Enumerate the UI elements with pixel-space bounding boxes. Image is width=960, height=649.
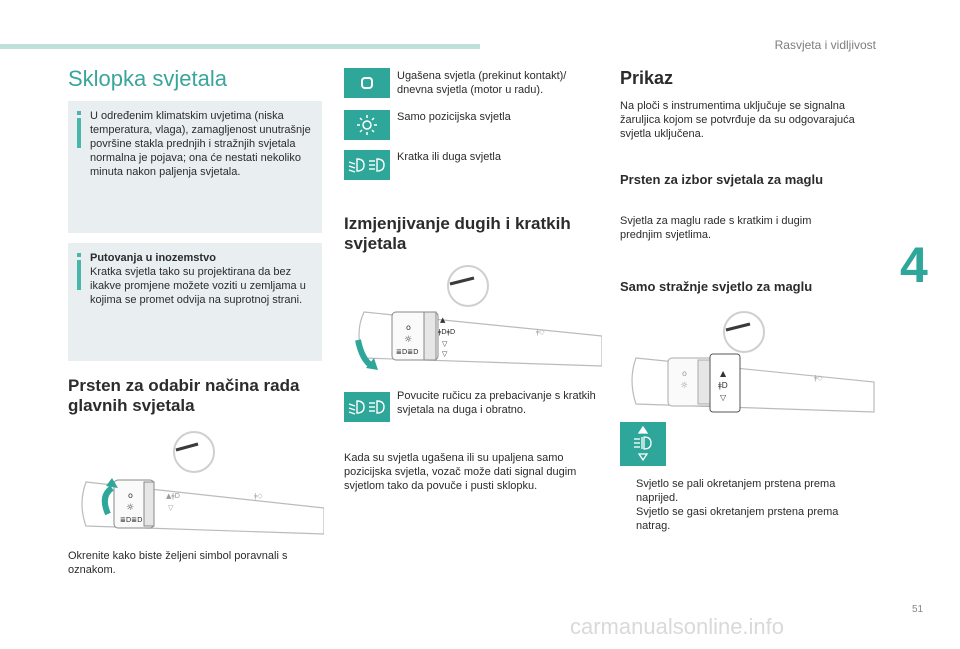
svg-text:☼: ☼ [126,503,135,513]
rear-fog-icon [620,422,666,466]
svg-text:☼: ☼ [680,381,689,391]
svg-text:▲: ▲ [440,316,446,324]
svg-text:ǂD: ǂD [718,381,728,390]
beam-switch-text: Povucite ručicu za prebacivanje s kratkih svjetala na duga i obratno. [397,390,596,416]
info-box-condensation [68,101,322,233]
rear-fog-bullets [620,477,860,533]
section-title: Sklopka svjetala [68,66,227,91]
caption-mode-ring: Okrenite kako biste željeni simbol poravnali s oznakom. [68,550,288,576]
svg-text:o: o [128,491,133,500]
svg-text:ǂ◇: ǂ◇ [536,328,545,336]
lights-off-icon [344,68,390,98]
svg-text:▲: ▲ [720,369,727,378]
list-item [620,505,860,533]
position-light-text: Samo pozicijska svjetla [397,111,511,123]
info-icon [76,111,82,149]
heading-mode-ring: Prsten za odabir načina rada glavnih svjetala [68,376,300,415]
svg-text:▲ǂD: ▲ǂD [166,492,180,500]
low-high-beam-icon [344,392,390,422]
svg-text:o: o [406,323,411,332]
info-text: Kratka svjetla tako su projektirana da bez ikakve promjene možete voziti u zemljama u kojima se promet odvija na suprotnoj strani. [90,266,306,306]
top-accent-bar [0,44,480,49]
lights-off-text: Ugašena svjetla (prekinut kontakt)/ dnevna svjetla (motor u radu). [397,70,567,96]
svg-text:o: o [682,369,687,378]
watermark: carmanualsonline.info [570,614,785,639]
position-light-icon [344,110,390,140]
svg-text:≣D≣D: ≣D≣D [396,348,419,356]
low-high-beam-icon [344,150,390,180]
info-icon [76,253,82,291]
beam-stalk-diagram [340,262,602,374]
list-item-text: Svjetlo se gasi okretanjem prstena prema natrag. [636,506,839,532]
list-item [620,477,860,505]
info-title: Putovanja u inozemstvo [90,252,216,264]
list-item-text: Svjetlo se pali okretanjem prstena prema naprijed. [636,478,836,504]
info-box-travel [68,243,322,361]
display-text: Na ploči s instrumentima uključuje se signalna žaruljica kojom se potvrđuje da su odgovarajuća svjetla uključena. [620,100,855,140]
svg-text:▽: ▽ [168,504,174,512]
heading-rear-fog: Samo stražnje svjetlo za maglu [620,279,813,294]
chapter-number: 4 [900,237,928,293]
page-number: 51 [912,604,924,615]
svg-text:▽: ▽ [442,350,448,358]
svg-text:▽: ▽ [442,340,448,348]
chapter-title: Rasvjeta i vidljivost [774,38,876,52]
fog-ring-text: Svjetla za maglu rade s kratkim i dugim prednjim svjetlima. [620,215,812,241]
light-stalk-diagram [68,430,324,542]
svg-text:▽: ▽ [720,393,727,402]
info-text: U određenim klimatskim uvjetima (niska temperatura, vlaga), zamagljenost unutrašnje površine stakla prednjih i stražnjih svjetala normalna je pojava; ona će nestati nekoliko minuta nakon paljenja svjetala. [90,110,311,178]
heading-fog-ring: Prsten za izbor svjetala za maglu [620,172,824,187]
svg-text:ǂ◇: ǂ◇ [814,374,823,382]
low-high-beam-text: Kratka ili duga svjetla [397,151,501,163]
svg-text:ǂ◇: ǂ◇ [254,492,263,500]
svg-text:☼: ☼ [404,335,413,345]
heading-display: Prikaz [620,68,674,88]
svg-text:ǂDǂD: ǂDǂD [438,328,456,336]
beam-stalk-illustration [340,262,602,374]
rear-fog-stalk-diagram [616,308,878,420]
stalk-illustration [68,430,324,542]
svg-text:≣D≣D: ≣D≣D [120,516,143,524]
heading-beam-switch: Izmjenjivanje dugih i kratkih svjetala [344,214,571,253]
rear-fog-stalk-illustration [616,308,878,420]
flash-paragraph: Kada su svjetla ugašena ili su upaljena samo pozicijska svjetla, vozač može dati signal dugim svjetlom tako da povuče i pusti sklopku. [344,452,577,492]
